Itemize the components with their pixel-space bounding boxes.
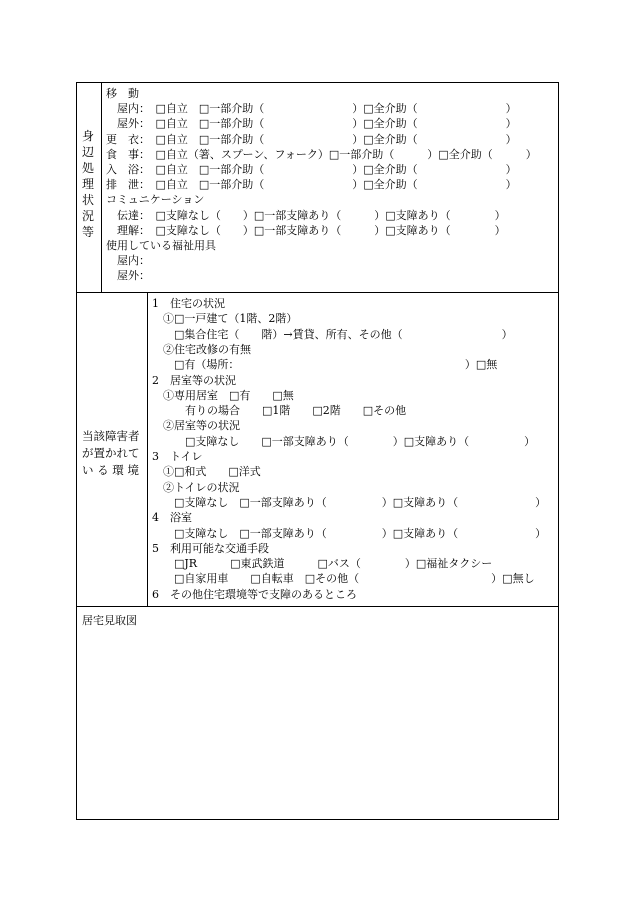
section1-label-char: 処 [81,161,94,175]
section2-line: 3 トイレ [152,450,203,463]
section2-line: 4 浴室 [152,511,192,525]
section1-label-char: 等 [81,225,94,239]
section2-line: □支障なし □一部支障あり（ ）□支障あり（ ） [152,526,547,540]
section2-line: ①□一戸建て（1階、2階） [152,312,298,326]
section1-line: 屋外： [106,269,150,283]
section2-line: ②住宅改修の有無 [152,342,251,356]
section1-label-char: 況 [81,209,94,223]
section2-line: ①専用居室 □有 □無 [152,388,294,402]
section1-line: 理解： □支障なし（ ）□一部支障あり（ ）□支障あり（ ） [106,223,506,237]
section2-line: 5 利用可能な交通手段 [152,541,269,555]
section2-line: □支障なし □一部支障あり（ ）□支障あり（ ） [152,434,536,448]
floor-plan-title: 居宅見取図 [82,614,137,627]
section2-line: □支障なし □一部支障あり（ ）□支障あり（ ） [152,495,547,509]
section1-line: コミュニケーション [106,193,205,207]
section1-label-char: 理 [81,177,94,191]
section1-label-char: 身 [81,129,94,143]
section1-line: 移 動 [106,87,139,100]
section1-line: 入 浴： □自立 □一部介助（ ）□全介助（ ） [106,163,517,176]
section1-line: 屋内： □自立 □一部介助（ ）□全介助（ ） [106,102,517,116]
section2-line: 2 居室等の状況 [152,373,236,387]
section2-line: 1 住宅の状況 [152,297,225,310]
section2-line: ②居室等の状況 [152,419,240,433]
section2-line: □自家用車 □自転車 □その他（ ）□無し [152,572,535,586]
section1-line: 伝達： □支障なし（ ）□一部支障あり（ ）□支障あり（ ） [106,208,506,222]
section2-divider [147,292,148,606]
section1-line: 更 衣： □自立 □一部介助（ ）□全介助（ ） [106,132,517,146]
section1-label-char: 辺 [81,145,94,159]
section2-line: □集合住宅（ 階）→賃貸、所有、その他（ ） [152,327,513,341]
section2-line: 有りの場合 □1階 □2階 □その他 [152,404,407,418]
section1-line: 屋内： [106,254,150,268]
section2-line: ②トイレの状況 [152,480,240,494]
section2-line: ①□和式 □洋式 [152,465,261,479]
section1-line: 屋外： □自立 □一部介助（ ）□全介助（ ） [106,117,517,131]
floor-plan-area[interactable] [78,632,557,818]
section2-line: □JR □東武鉄道 □バス（ ）□福祉タクシー [152,557,493,571]
section2-line: □有（場所： ）□無 [152,358,498,372]
section2-line: 6 その他住宅環境等で支障のあるところ [152,587,357,601]
section2-label-line: い る 環 境 [82,463,139,477]
section1-line: 食 事： □自立（箸、スプーン、フォーク）□一部介助（ ）□全介助（ ） [106,147,537,161]
section2-bottom-rule [76,606,559,607]
section2-label-line: 当該障害者 [82,429,140,443]
section2-label-line: が置かれて [82,446,140,460]
section1-line: 使用している福祉用具 [106,239,216,252]
section1-line: 排 泄： □自立 □一部介助（ ）□全介助（ ） [106,178,517,192]
section1-bottom-rule [76,292,559,293]
section1-divider [101,82,102,292]
section1-label-char: 状 [81,193,94,207]
